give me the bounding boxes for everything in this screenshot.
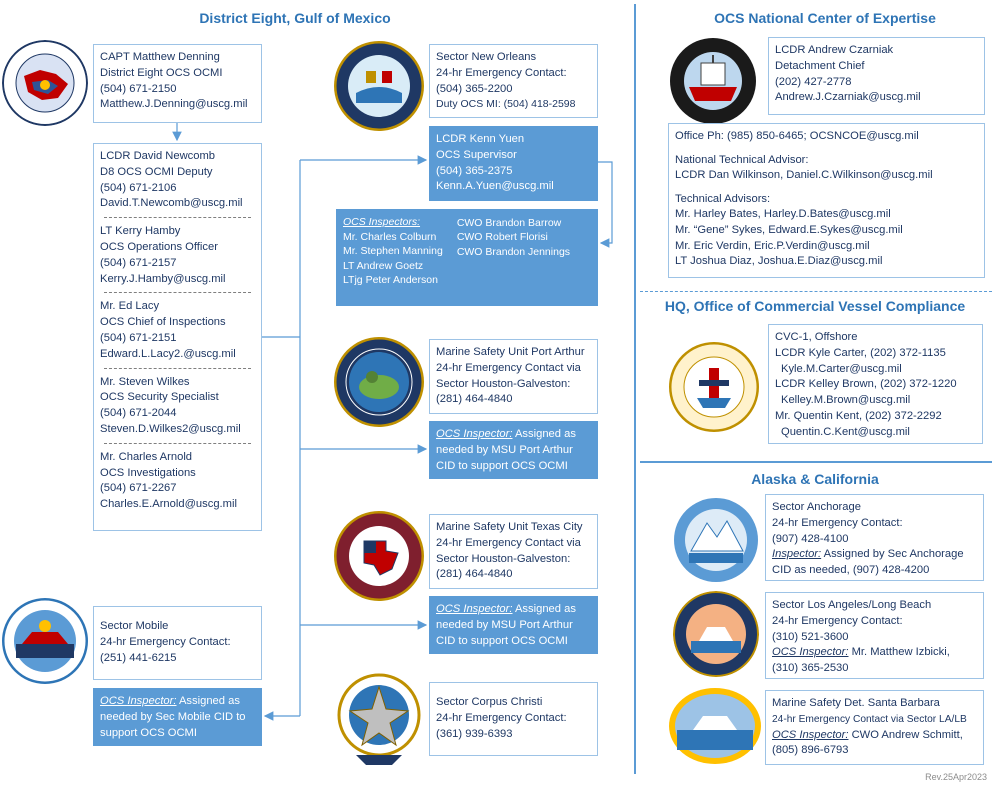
- ops-name: LT Kerry Hamby: [100, 225, 181, 238]
- mobile-inspector-label: OCS Inspector:: [100, 695, 177, 707]
- anc-inspector-label: Inspector:: [772, 548, 822, 561]
- ta-item: LT Joshua Diaz, Joshua.E.Diaz@uscg.mil: [675, 255, 883, 268]
- no-inspectors-box: [336, 209, 598, 306]
- ta-item: Mr. “Gene” Sykes, Edward.E.Sykes@uscg.mil: [675, 223, 903, 236]
- no-inspector: CWO Brandon Barrow: [456, 216, 562, 229]
- pa-name: Marine Safety Unit Port Arthur: [436, 346, 585, 358]
- sb-inspector-label: OCS Inspector:: [772, 728, 849, 741]
- tc-name: Marine Safety Unit Texas City: [436, 521, 583, 533]
- ocmi-email[interactable]: Matthew.J.Denning@uscg.mil: [100, 98, 248, 111]
- mobile-phone: (251) 441-6215: [100, 651, 177, 664]
- mobile-inspector-text-3: support OCS OCMI: [100, 726, 197, 739]
- hq-line: CVC-1, Offshore: [775, 331, 858, 343]
- la-inspector-phone: (310) 365-2530: [772, 662, 849, 675]
- security-email[interactable]: Steven.D.Wilkes2@uscg.mil: [100, 422, 241, 435]
- cc-emergency-label: 24-hr Emergency Contact:: [436, 711, 567, 724]
- investigations-title: OCS Investigations: [100, 466, 196, 479]
- d8-staff-box: [93, 143, 262, 531]
- nta-label: National Technical Advisor:: [675, 153, 809, 166]
- insp-chief-phone: (504) 671-2151: [100, 331, 177, 344]
- no-inspector: Mr. Stephen Manning: [343, 245, 443, 257]
- sector-anchorage-seal: [673, 497, 759, 583]
- nce-chief-name: LCDR Andrew Czarniak: [775, 44, 894, 56]
- nce-advisors-box: [668, 123, 985, 278]
- tc-emergency-label: 24-hr Emergency Contact via: [436, 536, 581, 549]
- no-phone: (504) 365-2200: [436, 82, 513, 95]
- hq-cvc-box: [768, 324, 983, 444]
- mobile-inspector-box: [93, 688, 262, 746]
- supervisor-email[interactable]: Kenn.A.Yuen@uscg.mil: [436, 180, 554, 193]
- la-phone: (310) 521-3600: [772, 630, 849, 643]
- msu-texas-city-box: [429, 514, 598, 589]
- ops-phone: (504) 671-2157: [100, 256, 177, 269]
- msu-port-arthur-seal: [334, 337, 424, 427]
- nce-chief-email[interactable]: Andrew.J.Czarniak@uscg.mil: [775, 91, 921, 104]
- security-name: Mr. Steven Wilkes: [100, 375, 190, 388]
- security-title: OCS Security Specialist: [100, 391, 219, 404]
- ocmi-title: District Eight OCS OCMI: [100, 66, 223, 79]
- no-inspectors-label: OCS Inspectors:: [343, 216, 421, 228]
- revision-label: Rev.25Apr2023: [925, 772, 987, 782]
- cc-phone: (361) 939-6393: [436, 727, 513, 740]
- ta-item: Mr. Harley Bates, Harley.D.Bates@uscg.mil: [675, 208, 891, 221]
- sector-la-lb-seal: [673, 591, 759, 677]
- ocmi-name: CAPT Matthew Denning: [100, 51, 220, 63]
- sector-mobile-box: [93, 606, 262, 680]
- hq-line: Kyle.M.Carter@uscg.mil: [781, 362, 902, 375]
- sb-inspector-text: CWO Andrew Schmitt,: [848, 728, 963, 741]
- ta-label: Technical Advisors:: [675, 192, 771, 205]
- deputy-phone: (504) 671-2106: [100, 181, 177, 194]
- separator: [104, 368, 251, 369]
- insp-chief-title: OCS Chief of Inspections: [100, 316, 226, 329]
- sb-inspector-phone: (805) 896-6793: [772, 744, 849, 757]
- district-eight-header: District Eight, Gulf of Mexico: [199, 10, 391, 26]
- tc-inspector-box: [429, 596, 598, 654]
- msd-santa-barbara-box: [765, 690, 984, 765]
- hq-line: LCDR Kelley Brown, (202) 372-1220: [775, 378, 957, 391]
- tc-inspector-text-3: CID to support OCS OCMI: [436, 634, 568, 647]
- supervisor-name: LCDR Kenn Yuen: [436, 133, 525, 145]
- deputy-name: LCDR David Newcomb: [100, 150, 216, 162]
- la-inspector-label: OCS Inspector:: [772, 646, 849, 659]
- no-inspector: LTjg Peter Anderson: [343, 274, 438, 286]
- sector-la-lb-box: [765, 592, 984, 679]
- investigations-email[interactable]: Charles.E.Arnold@uscg.mil: [100, 498, 237, 511]
- no-name: Sector New Orleans: [436, 51, 537, 63]
- sector-new-orleans-seal: [334, 41, 424, 131]
- tc-phone: (281) 464-4840: [436, 568, 513, 581]
- nce-detachment-box: [768, 37, 985, 115]
- mobile-inspector-text-2: needed by Sec Mobile CID to: [100, 710, 246, 723]
- anc-name: Sector Anchorage: [772, 501, 861, 513]
- arrow-supervisor-to-inspectors: [598, 162, 612, 243]
- security-phone: (504) 671-2044: [100, 407, 177, 420]
- mobile-name: Sector Mobile: [100, 620, 169, 632]
- no-inspector: LT Andrew Goetz: [343, 259, 424, 272]
- pa-inspector-box: [429, 421, 598, 479]
- insp-chief-email[interactable]: Edward.L.Lacy2.@uscg.mil: [100, 347, 236, 360]
- pa-inspector-text-3: CID to support OCS OCMI: [436, 459, 568, 472]
- msu-texas-city-seal: [334, 511, 424, 601]
- nce-chief-title: Detachment Chief: [775, 59, 865, 72]
- no-supervisor-box: [429, 126, 598, 201]
- nce-office: Office Ph: (985) 850-6465; OCSNCOE@uscg.mil: [675, 130, 919, 142]
- ocmi-box: [93, 44, 262, 123]
- investigations-name: Mr. Charles Arnold: [100, 450, 193, 463]
- la-name: Sector Los Angeles/Long Beach: [772, 599, 932, 611]
- ops-email[interactable]: Kerry.J.Hamby@uscg.mil: [100, 272, 226, 285]
- no-inspector: CWO Robert Florisi: [456, 231, 548, 243]
- pa-via: Sector Houston-Galveston:: [436, 377, 571, 390]
- sector-new-orleans-box: [429, 44, 598, 118]
- supervisor-phone: (504) 365-2375: [436, 164, 513, 177]
- no-inspector: CWO Brandon Jennings: [456, 245, 571, 258]
- ocmi-phone: (504) 671-2150: [100, 82, 177, 95]
- cc-name: Sector Corpus Christi: [436, 696, 543, 708]
- msu-port-arthur-box: [429, 339, 598, 414]
- la-emergency-label: 24-hr Emergency Contact:: [772, 614, 903, 627]
- hq-line: Quentin.C.Kent@uscg.mil: [781, 425, 910, 438]
- hq-line: LCDR Kyle Carter, (202) 372-1135: [775, 346, 946, 359]
- no-duty-phone: Duty OCS MI: (504) 418-2598: [436, 98, 576, 111]
- pa-inspector-label: OCS Inspector:: [436, 428, 513, 440]
- anc-inspector-cid: CID as needed, (907) 428-4200: [772, 564, 930, 577]
- separator: [104, 292, 251, 293]
- investigations-phone: (504) 671-2267: [100, 482, 177, 495]
- tc-inspector-text-2: needed by MSU Port Arthur: [436, 618, 573, 631]
- separator: [104, 443, 251, 444]
- tc-inspector-text-1: Assigned as: [512, 603, 576, 615]
- ops-title: OCS Operations Officer: [100, 240, 218, 253]
- alaska-california-header: Alaska & California: [751, 471, 879, 487]
- mobile-inspector-text-1: Assigned as: [176, 695, 240, 707]
- ta-item: Mr. Eric Verdin, Eric.P.Verdin@uscg.mil: [675, 239, 870, 252]
- deputy-email[interactable]: David.T.Newcomb@uscg.mil: [100, 197, 243, 210]
- sb-emergency-label: 24-hr Emergency Contact via Sector LA/LB: [772, 713, 967, 725]
- anc-inspector-text: Assigned by Sec Anchorage: [821, 548, 964, 561]
- insp-chief-name: Mr. Ed Lacy: [100, 300, 160, 313]
- la-inspector-text: Mr. Matthew Izbicki,: [848, 646, 950, 659]
- sector-anchorage-box: [765, 494, 984, 581]
- no-inspector: Mr. Charles Colburn: [343, 230, 437, 243]
- hq-cvc-header: HQ, Office of Commercial Vessel Compliance: [664, 298, 966, 314]
- nta-name: LCDR Dan Wilkinson, Daniel.C.Wilkinson@uscg.mil: [675, 169, 933, 182]
- pa-phone: (281) 464-4840: [436, 393, 513, 406]
- deputy-title: D8 OCS OCMI Deputy: [100, 165, 213, 178]
- sb-name: Marine Safety Det. Santa Barbara: [772, 697, 940, 709]
- hq-cvc-seal: [669, 342, 759, 432]
- sector-corpus-christi-seal: [334, 671, 424, 767]
- hq-line: Kelley.M.Brown@uscg.mil: [781, 394, 911, 407]
- anc-phone: (907) 428-4100: [772, 532, 849, 545]
- tc-via: Sector Houston-Galveston:: [436, 552, 571, 565]
- nce-chief-phone: (202) 427-2778: [775, 75, 852, 88]
- pa-inspector-text-1: Assigned as: [512, 428, 576, 440]
- ocs-nce-header: OCS National Center of Expertise: [714, 10, 936, 26]
- mobile-emergency-label: 24-hr Emergency Contact:: [100, 635, 231, 648]
- anc-emergency-label: 24-hr Emergency Contact:: [772, 516, 903, 529]
- no-emergency-label: 24-hr Emergency Contact:: [436, 66, 567, 79]
- separator: [104, 217, 251, 218]
- sector-mobile-seal: [2, 598, 88, 684]
- eighth-district-seal: [2, 40, 88, 126]
- supervisor-title: OCS Supervisor: [436, 148, 517, 161]
- ocs-nce-seal: [669, 37, 757, 125]
- pa-inspector-text-2: needed by MSU Port Arthur: [436, 443, 573, 456]
- tc-inspector-label: OCS Inspector:: [436, 603, 513, 615]
- pa-emergency-label: 24-hr Emergency Contact via: [436, 361, 581, 374]
- msd-santa-barbara-seal: [667, 686, 763, 766]
- sector-corpus-christi-box: [429, 682, 598, 756]
- hq-line: Mr. Quentin Kent, (202) 372-2292: [775, 409, 942, 422]
